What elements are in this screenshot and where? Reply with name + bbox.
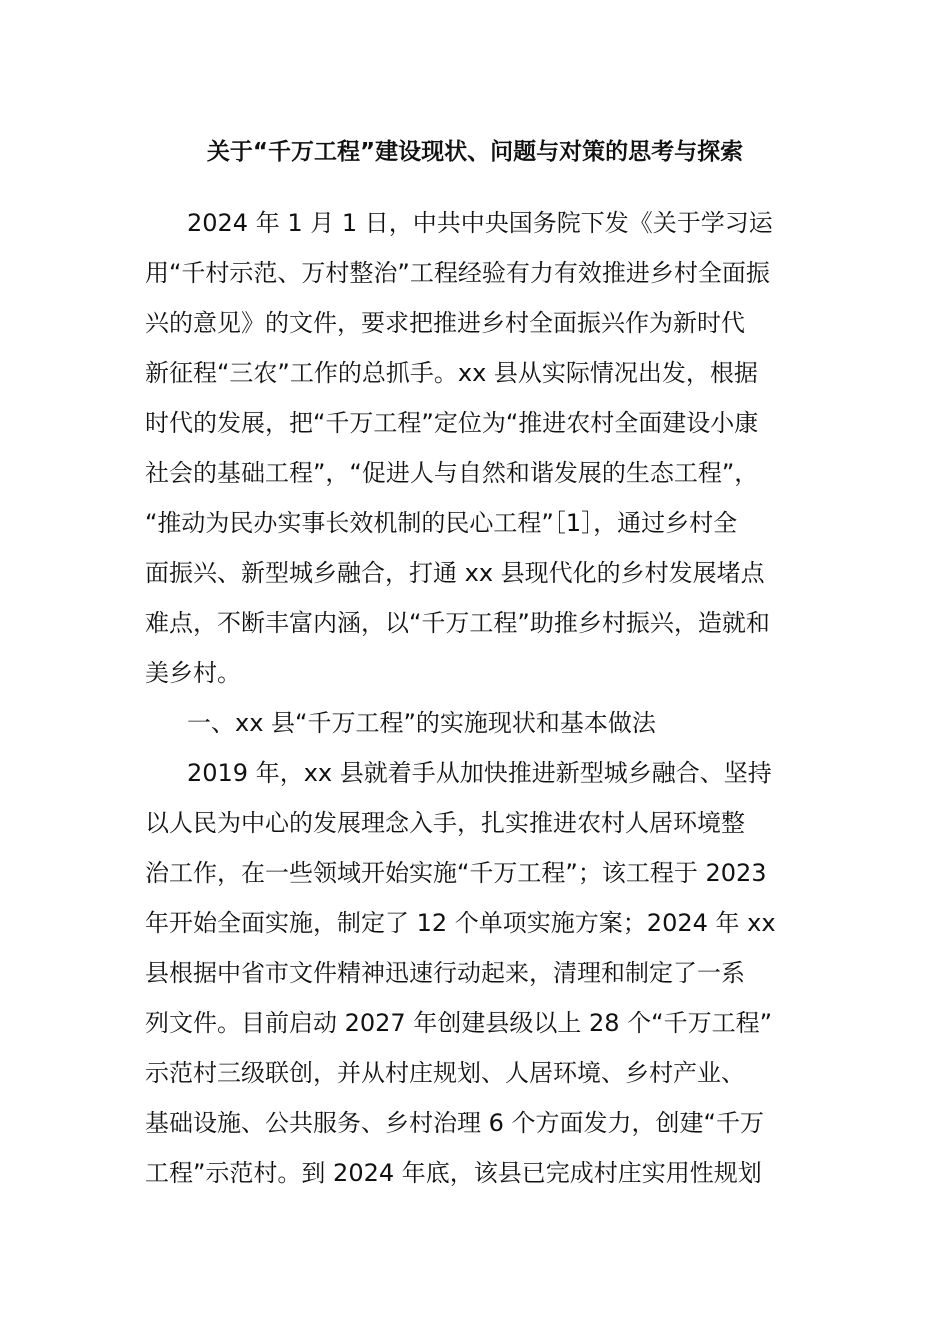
- paragraph-line: 时代的发展，把“千万工程”定位为“推进农村全面建设小康: [145, 409, 759, 437]
- paragraph-line: 2019 年，xx 县就着手从加快推进新型城乡融合、坚持: [187, 759, 772, 787]
- paragraph-line: 县根据中省市文件精神迅速行动起来，清理和制定了一系: [145, 959, 745, 987]
- document-title: 关于“千万工程”建设现状、问题与对策的思考与探索: [206, 139, 744, 165]
- paragraph-line: 2024 年 1 月 1 日，中共中央国务院下发《关于学习运: [187, 209, 773, 237]
- paragraph-line: 社会的基础工程”，“促进人与自然和谐发展的生态工程”，: [145, 459, 759, 487]
- paragraph-line: 工程”示范村。到 2024 年底，该县已完成村庄实用性规划: [145, 1159, 762, 1187]
- paragraph-line: 年开始全面实施，制定了 12 个单项实施方案；2024 年 xx: [145, 909, 776, 937]
- paragraph-line: 列文件。目前启动 2027 年创建县级以上 28 个“千万工程”: [145, 1009, 772, 1037]
- paragraph-line: 新征程“三农”工作的总抓手。xx 县从实际情况出发，根据: [145, 359, 758, 387]
- paragraph-line: 示范村三级联创，并从村庄规划、人居环境、乡村产业、: [145, 1059, 745, 1087]
- paragraph-line: 基础设施、公共服务、乡村治理 6 个方面发力，创建“千万: [145, 1109, 764, 1137]
- paragraph-line: 用“千村示范、万村整治”工程经验有力有效推进乡村全面振: [145, 259, 770, 287]
- paragraph-line: 美乡村。: [145, 659, 241, 687]
- section-heading: 一、xx 县“千万工程”的实施现状和基本做法: [187, 709, 656, 737]
- paragraph-line: 兴的意见》的文件，要求把推进乡村全面振兴作为新时代: [145, 309, 745, 337]
- paragraph-line: “推动为民办实事长效机制的民心工程”［1］，通过乡村全: [145, 509, 738, 537]
- paragraph-line: 治工作，在一些领域开始实施“千万工程”；该工程于 2023: [145, 859, 767, 887]
- paragraph-line: 面振兴、新型城乡融合，打通 xx 县现代化的乡村发展堵点: [145, 559, 765, 587]
- paragraph-line: 难点，不断丰富内涵，以“千万工程”助推乡村振兴，造就和: [145, 609, 770, 637]
- paragraph-line: 以人民为中心的发展理念入手，扎实推进农村人居环境整: [145, 809, 745, 837]
